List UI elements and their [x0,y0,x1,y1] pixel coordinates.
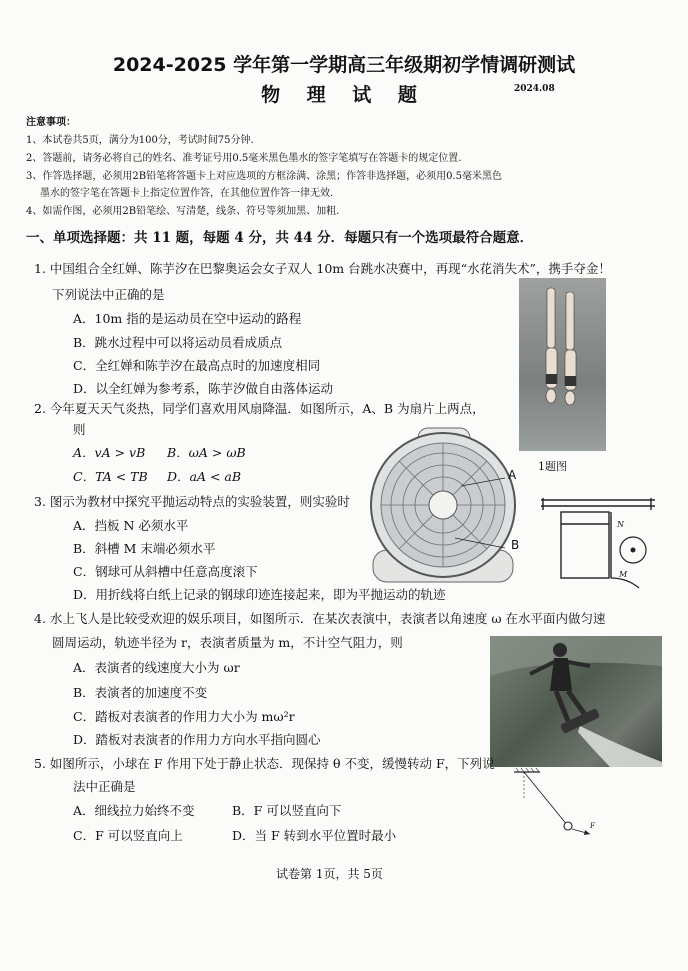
note-item-2: 2、答题前，请务必将自己的姓名、准考证号用0.5毫米黑色墨水的签字笔填写在答题卡的规定位置. [26,153,462,164]
q5-stem-2: 法中正确是 [73,779,136,794]
q4-option-d: D．踏板对表演者的作用力方向水平指向圆心 [73,732,321,747]
baffle-n-label: N [617,520,624,529]
pendulum-drawing [510,768,600,840]
exam-subtitle: 物 理 试 题 [261,84,427,106]
page-footer: 试卷第 1页，共 5页 [276,867,383,881]
q3-option-a: A．挡板 N 必须水平 [73,518,189,533]
notes-heading: 注意事项： [26,117,76,128]
q3-stem: 3. 图示为教材中探究平抛运动特点的实验装置，则实验时 [34,494,350,509]
q3-option-b: B．斜槽 M 末端必须水平 [73,541,216,556]
exam-title: 2024-2025 学年第一学期高三年级期初学情调研测试 [112,54,576,76]
q5-stem: 5. 如图所示，小球在 F 作用下处于静止状态．现保持 θ 不变，缓慢转动 F，下列说 [34,756,495,771]
note-item-3: 3、作答选择题，必须用2B铅笔将答题卡上对应选项的方框涂满、涂黑；作答非选择题，必须用0.5毫米黑色 [26,171,502,182]
q1-figure-caption: 1题图 [538,460,567,473]
point-b-label: B [511,538,520,552]
q4-option-a: A．表演者的线速度大小为 ωr [73,660,240,675]
slope-m-label: M [619,570,628,579]
q1-stem: 1. 中国组合全红婵、陈芋汐在巴黎奥运会女子双人 10m 台跳水决赛中，再现“水花消失术”，携手夺金！ [34,261,611,276]
q1-option-d: D．以全红婵为参考系，陈芋汐做自由落体运动 [73,381,334,396]
note-item-1: 1、本试卷共5页，满分为100分，考试时间75分钟. [26,135,254,146]
pendulum-figure [510,768,600,840]
fan-figure [363,420,543,590]
point-a-label: A [508,468,517,482]
apparatus-figure [537,492,659,592]
q4-stem-2: 圆周运动，轨迹半径为 r，表演者质量为 m，不计空气阻力，则 [52,635,403,650]
exam-date: 2024.08 [514,84,555,94]
q2-option-b: B．ωA > ωB [167,445,246,460]
q3-option-c: C．钢球可从斜槽中任意高度滚下 [73,564,258,579]
q2-stem-2: 则 [73,422,86,437]
note-item-4: 4、如需作图，必须用2B铅笔绘、写清楚，线条、符号等须加黑、加粗. [26,206,340,217]
fan-drawing [363,420,543,590]
q5-option-b: B．F 可以竖直向下 [232,803,342,818]
note-item-3-cont: 墨水的签字笔在答题卡上指定位置作答，在其他位置作答一律无效. [40,188,334,199]
q2-stem: 2. 今年夏天天气炎热，同学们喜欢用风扇降温．如图所示，A、B 为扇片上两点， [34,401,485,416]
flyboard-photo [490,636,662,767]
q4-stem: 4. 水上飞人是比较受欢迎的娱乐项目，如图所示．在某次表演中，表演者以角速度 ω 在水平面内做匀速 [34,611,606,626]
q3-option-d: D．用折线将白纸上记录的钢球印迹连接起来，即为平抛运动的轨迹 [73,587,446,602]
q2-option-d: D．aA < aB [167,469,242,484]
q2-option-c: C．TA < TB [73,469,148,484]
q4-option-b: B．表演者的加速度不变 [73,685,208,700]
q5-option-d: D．当 F 转到水平位置时最小 [232,828,397,843]
q5-option-a: A．细线拉力始终不变 [73,803,195,818]
q2-option-a: A．vA > vB [73,445,146,460]
q1-option-c: C．全红婵和陈芋汐在最高点时的加速度相同 [73,358,321,373]
q1-option-b: B．跳水过程中可以将运动员看成质点 [73,335,283,350]
force-f-label: F [590,822,595,830]
q4-option-c: C．踏板对表演者的作用力大小为 mω²r [73,709,295,724]
apparatus-drawing [537,492,659,592]
q1-stem-2: 下列说法中正确的是 [52,287,165,302]
q1-option-a: A．10m 指的是运动员在空中运动的路程 [73,311,302,326]
q5-option-c: C．F 可以竖直向上 [73,828,183,843]
section-heading: 一、单项选择题：共 11 题，每题 4 分，共 44 分．每题只有一个选项最符合题意． [26,230,534,246]
flyboard-scene [490,636,662,767]
